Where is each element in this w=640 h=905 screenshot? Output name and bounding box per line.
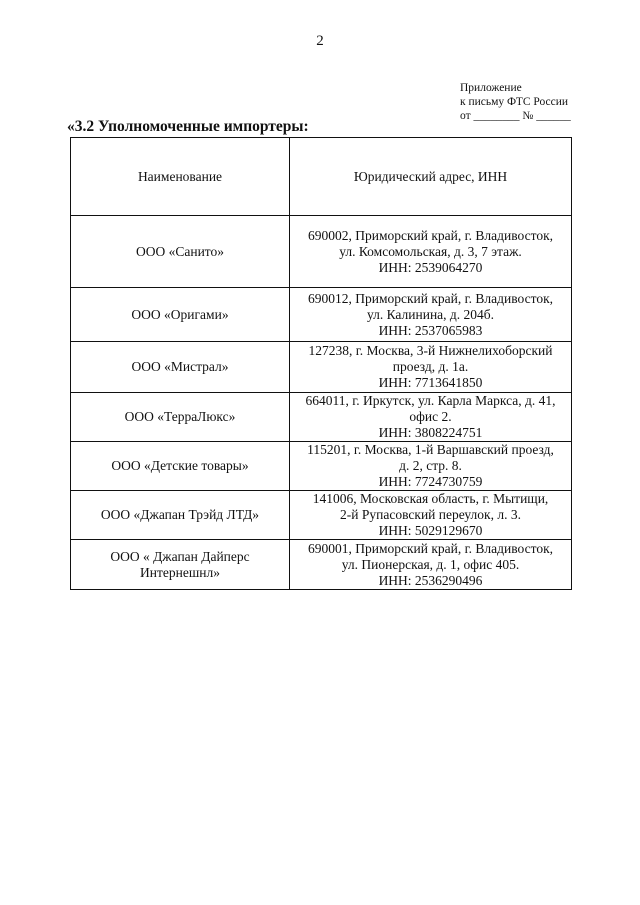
table-row — [71, 540, 572, 590]
appendix-line-1: Приложение — [460, 82, 522, 94]
inn-line: ИНН: 7724730759 — [378, 474, 483, 489]
inn-line: ИНН: 7713641850 — [378, 375, 483, 390]
address-line: 690012, Приморский край, г. Владивосток, — [307, 290, 554, 306]
page-number: 2 — [316, 33, 324, 49]
address-line: 2-й Рупасовский переулок, л. 3. — [340, 507, 521, 522]
company-address — [290, 442, 572, 491]
company-address — [290, 288, 572, 342]
address-line: ул. Калинина, д. 204б. — [366, 306, 495, 322]
table-row — [71, 393, 572, 442]
appendix-note — [460, 81, 571, 123]
address-line: 115201, г. Москва, 1-й Варшавский проезд, — [307, 442, 554, 457]
inn-line: ИНН: 5029129670 — [378, 523, 483, 538]
address-line: 127238, г. Москва, 3-й Нижнелихоборский — [308, 343, 553, 358]
table-row — [71, 491, 572, 540]
address-line: д. 2, стр. 8. — [399, 458, 462, 473]
company-name: ООО «Санито» — [71, 216, 290, 288]
table-row — [71, 216, 572, 288]
appendix-line-2: к письму ФТС России — [460, 96, 569, 108]
company-address — [290, 393, 572, 442]
inn-line: ИНН: 2537065983 — [378, 322, 483, 338]
inn-line: ИНН: 2536290496 — [378, 572, 483, 588]
address-line: ул. Пионерская, д. 1, офис 405. — [341, 556, 520, 572]
company-address — [290, 342, 572, 393]
header-address: Юридический адрес, ИНН — [290, 138, 572, 216]
company-name-line: ООО « Джапан Дайперс — [110, 548, 250, 564]
company-address — [290, 216, 572, 288]
company-name-line: Интернешнл» — [140, 564, 220, 580]
company-name: ООО «Детские товары» — [71, 442, 290, 491]
company-address — [290, 540, 572, 590]
company-name: ООО «ТерраЛюкс» — [71, 393, 290, 442]
address-line: 664011, г. Иркутск, ул. Карла Маркса, д. 41, — [305, 393, 556, 408]
appendix-line-3: от ________ № ______ — [460, 110, 571, 122]
inn-line: ИНН: 3808224751 — [378, 425, 483, 440]
address-line: 690001, Приморский край, г. Владивосток, — [307, 540, 554, 556]
company-address — [290, 491, 572, 540]
table-row — [71, 342, 572, 393]
inn-line: ИНН: 2539064270 — [378, 259, 483, 275]
address-line: ул. Комсомольская, д. 3, 7 этаж. — [339, 243, 522, 259]
address-line: офис 2. — [409, 409, 452, 424]
table-header-row — [71, 138, 572, 216]
table-row — [71, 288, 572, 342]
address-line: 690002, Приморский край, г. Владивосток, — [307, 227, 554, 243]
address-line: проезд, д. 1а. — [392, 359, 469, 374]
company-name — [71, 540, 290, 590]
company-name: ООО «Мистрал» — [71, 342, 290, 393]
company-name: ООО «Оригами» — [71, 288, 290, 342]
header-name: Наименование — [71, 138, 290, 216]
address-line: 141006, Московская область, г. Мытищи, — [312, 491, 549, 506]
company-name: ООО «Джапан Трэйд ЛТД» — [71, 491, 290, 540]
importers-table — [70, 137, 572, 590]
section-title: «3.2 Уполномоченные импортеры: — [67, 118, 309, 135]
table-row — [71, 442, 572, 491]
